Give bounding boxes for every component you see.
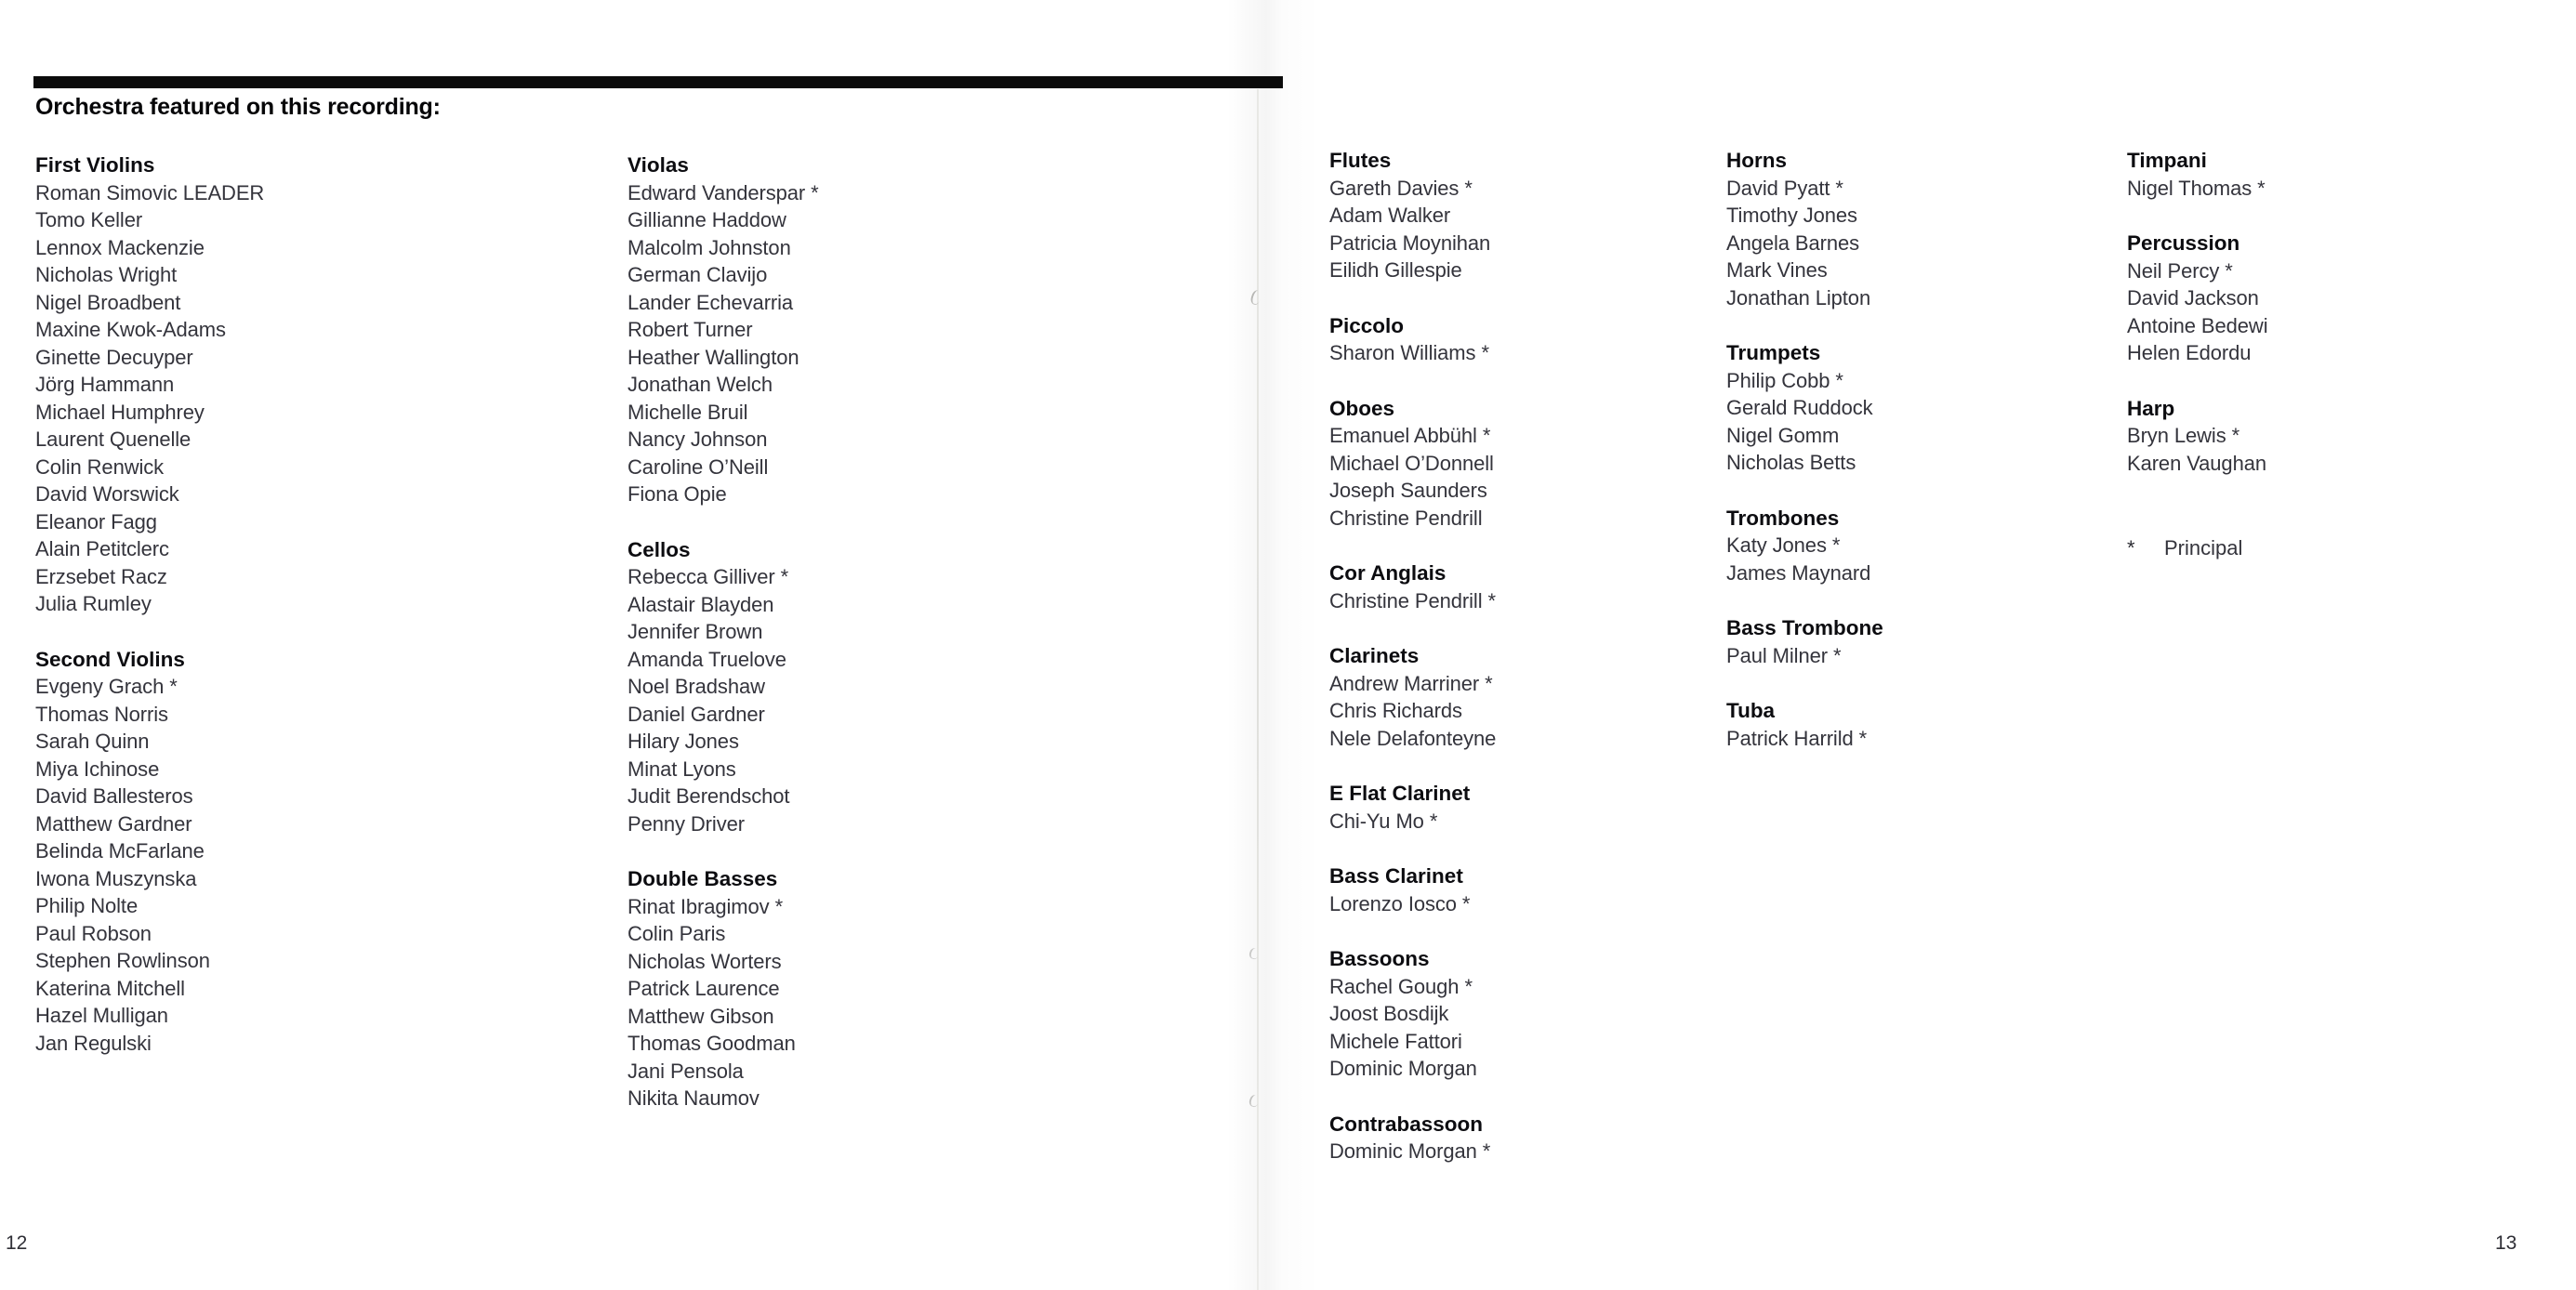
member-name: Robert Turner bbox=[627, 318, 753, 341]
member-name: Laurent Quenelle bbox=[35, 428, 192, 451]
member-name: Mark Vines bbox=[1726, 258, 1828, 282]
member-name: Nigel Thomas * bbox=[2127, 176, 2266, 200]
member-name: Helen Edordu bbox=[2127, 341, 2252, 364]
page-title: Orchestra featured on this recording: bbox=[35, 94, 441, 120]
member-name: Adam Walker bbox=[1329, 204, 1451, 227]
section-title: Piccolo bbox=[1329, 313, 1405, 337]
header-rule bbox=[33, 76, 1283, 88]
member-name: Thomas Goodman bbox=[627, 1032, 796, 1055]
member-name: Nicholas Betts bbox=[1726, 451, 1856, 474]
principal-footnote bbox=[2127, 534, 2517, 562]
member-name: Lander Echevarria bbox=[627, 290, 794, 314]
member-name: Katy Jones * bbox=[1726, 533, 1841, 557]
member-name: German Clavijo bbox=[627, 263, 768, 286]
member-name: Dominic Morgan * bbox=[1329, 1139, 1491, 1163]
section-title: E Flat Clarinet bbox=[1329, 782, 1471, 805]
orchestra-section bbox=[627, 151, 1018, 508]
member-name: Karen Vaughan bbox=[2127, 451, 2266, 475]
member-name: Timothy Jones bbox=[1726, 204, 1857, 227]
member-name: Gillianne Haddow bbox=[627, 208, 786, 231]
member-name: Jonathan Lipton bbox=[1726, 285, 1871, 309]
section-title: Clarinets bbox=[1329, 644, 1420, 667]
section-title: Flutes bbox=[1329, 149, 1392, 172]
member-name: Colin Renwick bbox=[35, 454, 165, 479]
orchestra-section bbox=[1329, 945, 1720, 1083]
section-title: Timpani bbox=[2127, 149, 2207, 172]
member-name: Julia Rumley bbox=[35, 592, 152, 615]
member-name: Jennifer Brown bbox=[627, 620, 763, 643]
column-violas-cellos-basses bbox=[627, 151, 1018, 1112]
orchestra-section bbox=[1726, 505, 2117, 587]
orchestra-section bbox=[627, 865, 1018, 1112]
orchestra-section bbox=[1726, 697, 2117, 752]
orchestra-section bbox=[1329, 862, 1720, 917]
section-title: Cor Anglais bbox=[1329, 561, 1447, 585]
member-name: Christine Pendrill * bbox=[1329, 588, 1496, 612]
section-title: Bass Clarinet bbox=[1329, 864, 1463, 888]
member-name: Daniel Gardner bbox=[627, 702, 765, 726]
member-name: Hazel Mulligan bbox=[35, 1004, 168, 1027]
member-name: Jani Pensola bbox=[627, 1059, 744, 1083]
member-name: Sharon Williams * bbox=[1329, 341, 1489, 364]
member-name: James Maynard bbox=[1726, 560, 1871, 585]
member-name: Chris Richards bbox=[1329, 699, 1462, 722]
orchestra-section bbox=[1726, 614, 2117, 669]
member-name: Maxine Kwok-Adams bbox=[35, 318, 226, 341]
member-name: Neil Percy * bbox=[2127, 258, 2233, 283]
section-title: Second Violins bbox=[35, 647, 185, 671]
member-name: Nigel Broadbent bbox=[35, 290, 181, 314]
asterisk-icon: * bbox=[2127, 536, 2135, 559]
member-name: David Pyatt * bbox=[1726, 176, 1843, 200]
member-name: Edward Vanderspar * bbox=[627, 180, 819, 204]
page-number-left: 12 bbox=[6, 1232, 28, 1254]
member-name: Lorenzo Iosco * bbox=[1329, 891, 1471, 915]
column-brass bbox=[1726, 147, 2117, 752]
member-name: Colin Paris bbox=[627, 922, 726, 945]
member-name: Katerina Mitchell bbox=[35, 976, 185, 1000]
member-name: Amanda Truelove bbox=[627, 647, 786, 671]
member-name: Bryn Lewis * bbox=[2127, 424, 2240, 447]
orchestra-section bbox=[1329, 642, 1720, 752]
member-name: Nigel Gomm bbox=[1726, 423, 1840, 447]
member-name: Emanuel Abbühl * bbox=[1329, 424, 1491, 447]
member-name: David Worswick bbox=[35, 482, 179, 506]
member-name: Joseph Saunders bbox=[1329, 479, 1487, 502]
section-title: Harp bbox=[2127, 396, 2175, 420]
member-name: Erzsebet Racz bbox=[35, 564, 167, 588]
member-name: Paul Milner * bbox=[1726, 643, 1842, 667]
member-name: Patrick Laurence bbox=[627, 977, 780, 1000]
member-name: Michael O’Donnell bbox=[1329, 451, 1494, 475]
member-name: Stephen Rowlinson bbox=[35, 949, 210, 972]
section-title: First Violins bbox=[35, 153, 155, 177]
member-name: Philip Cobb * bbox=[1726, 368, 1843, 392]
page-gutter-line bbox=[1257, 89, 1259, 1290]
member-name: Michele Fattori bbox=[1329, 1029, 1462, 1053]
member-name: Thomas Norris bbox=[35, 702, 168, 726]
section-title: Bassoons bbox=[1329, 947, 1430, 970]
member-name: Judit Berendschot bbox=[627, 784, 790, 808]
member-name: Paul Robson bbox=[35, 921, 152, 945]
member-name: Roman Simovic LEADER bbox=[35, 180, 265, 204]
orchestra-section bbox=[1329, 559, 1720, 614]
member-name: Hilary Jones bbox=[627, 730, 739, 753]
member-name: Philip Nolte bbox=[35, 894, 139, 917]
member-name: Nele Delafonteyne bbox=[1329, 726, 1497, 750]
member-name: Eleanor Fagg bbox=[35, 509, 157, 533]
member-name: Sarah Quinn bbox=[35, 730, 150, 753]
member-name: Michelle Bruil bbox=[627, 400, 748, 424]
orchestra-section bbox=[627, 536, 1018, 838]
member-name: Jonathan Welch bbox=[627, 373, 773, 396]
member-name: Malcolm Johnston bbox=[627, 235, 791, 259]
member-name: Matthew Gardner bbox=[35, 811, 192, 836]
member-name: David Ballesteros bbox=[35, 784, 193, 808]
member-name: Jörg Hammann bbox=[35, 373, 175, 396]
section-title: Horns bbox=[1726, 149, 1788, 172]
member-name: Caroline O’Neill bbox=[627, 454, 769, 479]
member-name: Nancy Johnson bbox=[627, 428, 768, 451]
section-title: Oboes bbox=[1329, 396, 1395, 420]
section-title: Cellos bbox=[627, 537, 691, 561]
member-name: Matthew Gibson bbox=[627, 1004, 774, 1028]
member-name: Antoine Bedewi bbox=[2127, 313, 2268, 337]
orchestra-section bbox=[1726, 147, 2117, 311]
column-percussion-harp bbox=[2127, 147, 2517, 562]
member-name: Alain Petitclerc bbox=[35, 537, 169, 560]
member-name: Belinda McFarlane bbox=[35, 839, 205, 862]
member-name: Patrick Harrild * bbox=[1726, 726, 1868, 750]
orchestra-section bbox=[1329, 395, 1720, 533]
section-title: Double Basses bbox=[627, 867, 778, 890]
orchestra-section bbox=[1329, 780, 1720, 835]
member-name: Gerald Ruddock bbox=[1726, 396, 1873, 419]
member-name: Penny Driver bbox=[627, 811, 745, 836]
member-name: Heather Wallington bbox=[627, 345, 799, 369]
member-name: Tomo Keller bbox=[35, 208, 143, 231]
member-name: Minat Lyons bbox=[627, 757, 736, 781]
member-name: Ginette Decuyper bbox=[35, 345, 193, 369]
orchestra-section bbox=[35, 151, 426, 618]
page-number-right: 13 bbox=[2495, 1232, 2517, 1254]
member-name: Chi-Yu Mo * bbox=[1329, 809, 1438, 833]
section-title: Contrabassoon bbox=[1329, 1112, 1484, 1136]
orchestra-section bbox=[1329, 312, 1720, 367]
member-name: Joost Bosdijk bbox=[1329, 1002, 1449, 1025]
member-name: Iwona Muszynska bbox=[35, 866, 197, 890]
member-name: Rachel Gough * bbox=[1329, 974, 1473, 998]
member-name: Nikita Naumov bbox=[627, 1086, 760, 1110]
member-name: Eilidh Gillespie bbox=[1329, 258, 1462, 282]
member-name: Andrew Marriner * bbox=[1329, 671, 1493, 695]
scan-artifact bbox=[1248, 1094, 1261, 1108]
member-name: Lennox Mackenzie bbox=[35, 235, 205, 259]
member-name: Dominic Morgan bbox=[1329, 1057, 1477, 1080]
section-title: Bass Trombone bbox=[1726, 616, 1883, 639]
member-name: Christine Pendrill bbox=[1329, 506, 1483, 530]
member-name: Miya Ichinose bbox=[35, 757, 160, 781]
column-woodwinds bbox=[1329, 147, 1720, 1165]
member-name: Gareth Davies * bbox=[1329, 176, 1473, 200]
member-name: Jan Regulski bbox=[35, 1031, 152, 1055]
member-name: Nicholas Wright bbox=[35, 263, 178, 286]
member-name: Evgeny Grach * bbox=[35, 675, 178, 698]
scan-artifact bbox=[1249, 289, 1262, 306]
orchestra-section bbox=[2127, 230, 2517, 367]
section-title: Violas bbox=[627, 153, 689, 177]
member-name: Angela Barnes bbox=[1726, 230, 1860, 255]
orchestra-section bbox=[2127, 395, 2517, 478]
member-name: Patricia Moynihan bbox=[1329, 230, 1491, 255]
member-name: Rinat Ibragimov * bbox=[627, 894, 784, 918]
orchestra-section bbox=[35, 646, 426, 1058]
section-title: Percussion bbox=[2127, 231, 2240, 255]
member-name: Michael Humphrey bbox=[35, 400, 205, 424]
member-name: Rebecca Gilliver * bbox=[627, 565, 789, 588]
member-name: Alastair Blayden bbox=[627, 592, 774, 616]
section-title: Trumpets bbox=[1726, 341, 1821, 364]
member-name: Fiona Opie bbox=[627, 482, 727, 506]
section-title: Trombones bbox=[1726, 506, 1840, 530]
page-gutter bbox=[1227, 0, 1320, 1290]
member-name: Noel Bradshaw bbox=[627, 675, 765, 698]
member-name: Nicholas Worters bbox=[627, 949, 782, 973]
column-strings-violins bbox=[35, 151, 426, 1057]
principal-footnote-label: Principal bbox=[2164, 536, 2243, 559]
scan-artifact bbox=[1248, 947, 1260, 961]
member-name: David Jackson bbox=[2127, 286, 2259, 309]
orchestra-section bbox=[1329, 1111, 1720, 1165]
orchestra-section bbox=[2127, 147, 2517, 202]
orchestra-section bbox=[1726, 339, 2117, 477]
section-title: Tuba bbox=[1726, 699, 1776, 722]
orchestra-section bbox=[1329, 147, 1720, 284]
